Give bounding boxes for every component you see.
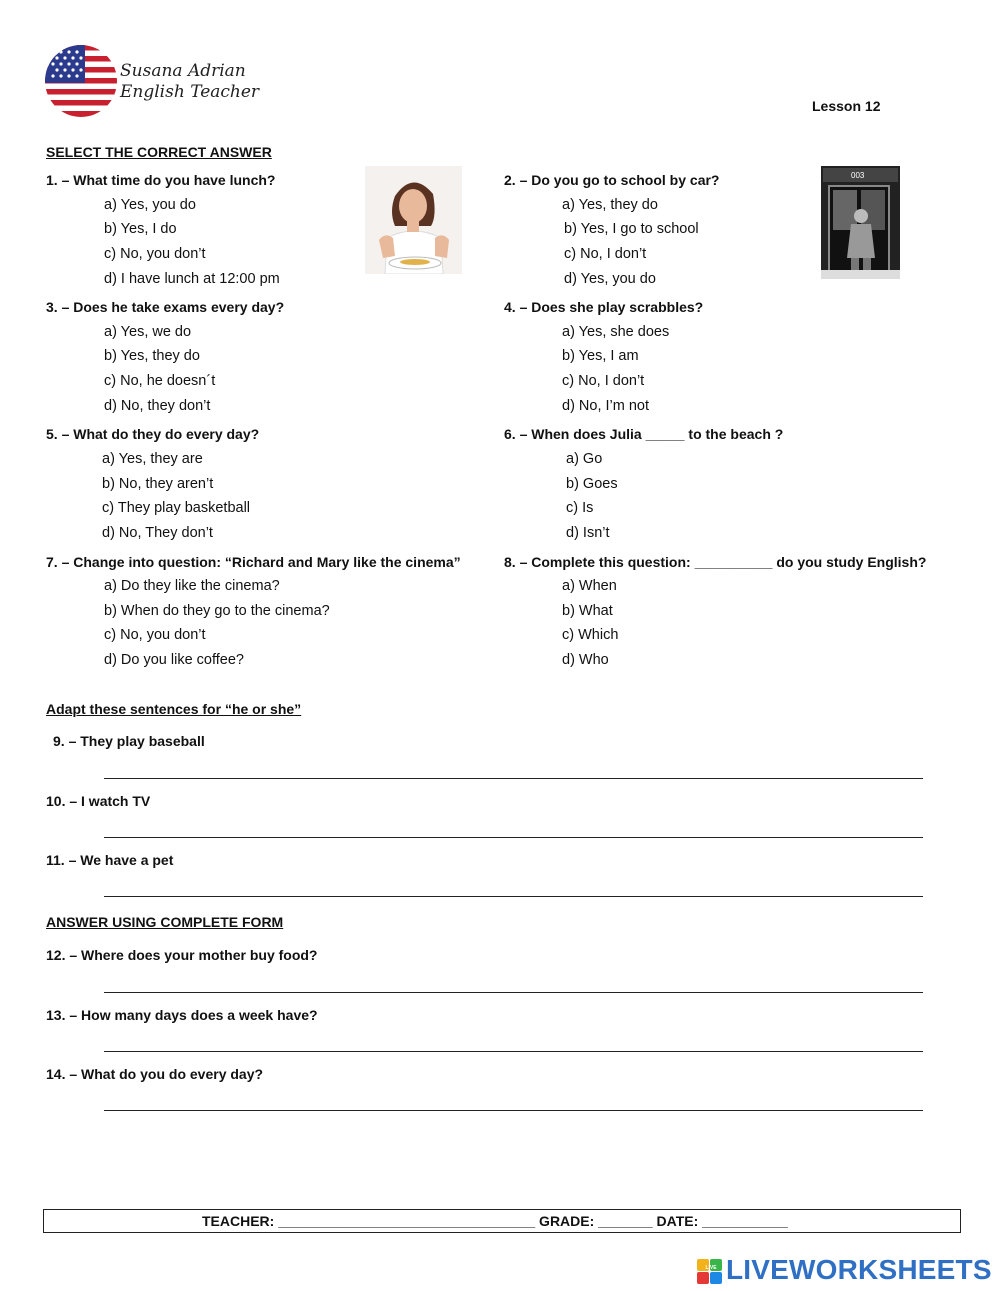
q2-option-b[interactable]: b) Yes, I go to school bbox=[564, 221, 699, 237]
q5-option-a[interactable]: a) Yes, they are bbox=[102, 451, 203, 467]
question-14: 14. – What do you do every day? bbox=[46, 1066, 264, 1082]
q7-option-a[interactable]: a) Do they like the cinema? bbox=[104, 578, 280, 594]
teacher-name-line: Susana Adrian bbox=[120, 61, 246, 81]
q8-option-b[interactable]: b) What bbox=[562, 603, 613, 619]
question-3: 3. – Does he take exams every day? bbox=[46, 299, 285, 315]
question-5: 5. – What do they do every day? bbox=[46, 426, 260, 442]
q3-option-a[interactable]: a) Yes, we do bbox=[104, 324, 192, 340]
q1-option-a[interactable]: a) Yes, you do bbox=[104, 197, 196, 213]
q6-option-a[interactable]: a) Go bbox=[566, 451, 603, 467]
boy-boarding-bus-photo bbox=[821, 166, 900, 279]
q8-option-c[interactable]: c) Which bbox=[562, 627, 619, 643]
q6-option-c[interactable]: c) Is bbox=[566, 500, 594, 516]
answer-line-10[interactable] bbox=[104, 837, 923, 838]
question-2: 2. – Do you go to school by car? bbox=[504, 172, 720, 188]
question-12: 12. – Where does your mother buy food? bbox=[46, 947, 318, 963]
q4-option-a[interactable]: a) Yes, she does bbox=[562, 324, 670, 340]
section-title-adapt: Adapt these sentences for “he or she” bbox=[46, 701, 302, 717]
q6-option-d[interactable]: d) Isn’t bbox=[566, 525, 610, 541]
q8-option-a[interactable]: a) When bbox=[562, 578, 617, 594]
liveworksheets-brand[interactable]: LIVEWORKSHEETS bbox=[726, 1254, 992, 1285]
q2-option-a[interactable]: a) Yes, they do bbox=[562, 197, 658, 213]
q1-option-b[interactable]: b) Yes, I do bbox=[104, 221, 177, 237]
q7-option-d[interactable]: d) Do you like coffee? bbox=[104, 652, 244, 668]
q8-option-d[interactable]: d) Who bbox=[562, 652, 609, 668]
teacher-role-line: English Teacher bbox=[120, 82, 260, 102]
question-10: 10. – I watch TV bbox=[46, 793, 151, 809]
answer-line-12[interactable] bbox=[104, 992, 923, 993]
answer-line-14[interactable] bbox=[104, 1110, 923, 1111]
question-9: 9. – They play baseball bbox=[53, 733, 205, 749]
q4-option-b[interactable]: b) Yes, I am bbox=[562, 348, 639, 364]
question-1: 1. – What time do you have lunch? bbox=[46, 172, 276, 188]
q4-option-c[interactable]: c) No, I don’t bbox=[562, 373, 645, 389]
q3-option-b[interactable]: b) Yes, they do bbox=[104, 348, 200, 364]
section-title-answer: ANSWER USING COMPLETE FORM bbox=[46, 914, 284, 930]
question-7: 7. – Change into question: “Richard and Mary like the cinema” bbox=[46, 554, 461, 570]
q5-option-d[interactable]: d) No, They don’t bbox=[102, 525, 213, 541]
q3-option-d[interactable]: d) No, they don’t bbox=[104, 398, 211, 414]
woman-eating-lunch-photo bbox=[365, 166, 462, 274]
question-11: 11. – We have a pet bbox=[46, 852, 174, 868]
question-8: 8. – Complete this question: __________ do you study English? bbox=[504, 554, 927, 570]
q7-option-b[interactable]: b) When do they go to the cinema? bbox=[104, 603, 330, 619]
q2-option-c[interactable]: c) No, I don’t bbox=[564, 246, 647, 262]
question-4: 4. – Does she play scrabbles? bbox=[504, 299, 704, 315]
answer-line-13[interactable] bbox=[104, 1051, 923, 1052]
q5-option-c[interactable]: c) They play basketball bbox=[102, 500, 251, 516]
q1-option-c[interactable]: c) No, you don’t bbox=[104, 246, 206, 262]
liveworksheets-icon-letters: LIVE bbox=[705, 1265, 717, 1271]
q3-option-c[interactable]: c) No, he doesn´t bbox=[104, 373, 216, 389]
question-13: 13. – How many days does a week have? bbox=[46, 1007, 318, 1023]
q6-option-b[interactable]: b) Goes bbox=[566, 476, 618, 492]
teacher-name bbox=[120, 61, 259, 103]
section-title-select: SELECT THE CORRECT ANSWER bbox=[46, 144, 272, 160]
lesson-label: Lesson 12 bbox=[812, 98, 881, 114]
question-6: 6. – When does Julia _____ to the beach ? bbox=[504, 426, 784, 442]
q1-option-d[interactable]: d) I have lunch at 12:00 pm bbox=[104, 271, 280, 287]
liveworksheets-logo-icon bbox=[697, 1259, 723, 1285]
svg-text:003: 003 bbox=[851, 171, 865, 180]
q7-option-c[interactable]: c) No, you don’t bbox=[104, 627, 206, 643]
footer-box bbox=[43, 1209, 961, 1233]
us-flag-icon bbox=[45, 45, 117, 117]
q5-option-b[interactable]: b) No, they aren’t bbox=[102, 476, 214, 492]
answer-line-11[interactable] bbox=[104, 896, 923, 897]
q2-option-d[interactable]: d) Yes, you do bbox=[564, 271, 656, 287]
q4-option-d[interactable]: d) No, I’m not bbox=[562, 398, 650, 414]
footer-text: TEACHER: _________________________________ GRADE: _______ DATE: ___________ bbox=[202, 1213, 788, 1229]
answer-line-9[interactable] bbox=[104, 778, 923, 779]
